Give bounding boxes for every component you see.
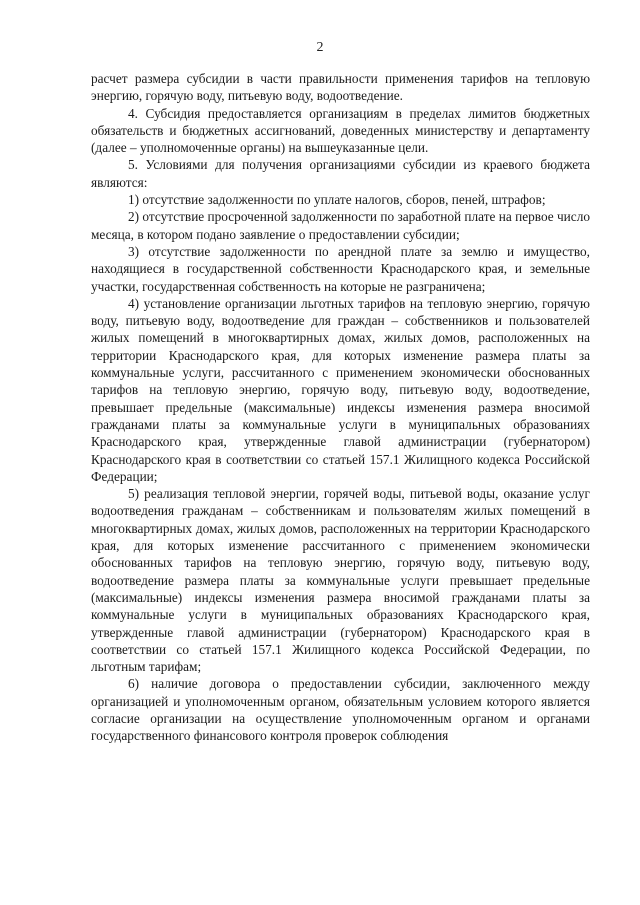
condition-6: 6) наличие договора о предоставлении субсидии, заключенного между организацией и уполномоченным органом, обязательным условием которого является согласие организации на осуществление уполномоченным органом и органами государственного финансового контроля проверок соблюдения: [91, 676, 590, 744]
condition-4: 4) установление организации льготных тарифов на тепловую энергию, горячую воду, питьевую воду, водоотведение для граждан – собственников и пользователей жилых помещений в многоквартирных домах, жилых домов, расположенных на территории Краснодарского края, для которых изменение размера платы за коммунальные услуги, рассчитанного с применением экономически обоснованных тарифов на тепловую энергию, горячую воду, питьевую воду, водоотведение, превышает предельные (максимальные) индексы изменения размера вносимой гражданами платы за коммунальные услуги в муниципальных образованиях Краснодарского края, утвержденные главой администрации (губернатором) Краснодарского края в соответствии со статьей 157.1 Жилищного кодекса Российской Федерации;: [91, 295, 590, 484]
page-number: 2: [316, 40, 324, 55]
document-body: [91, 70, 590, 745]
condition-1: 1) отсутствие задолженности по уплате налогов, сборов, пеней, штрафов;: [128, 192, 546, 208]
condition-5: 5) реализация тепловой энергии, горячей воды, питьевой воды, оказание услуг водоотведения гражданам – собственникам и пользователям жилых помещений в многоквартирных домах, жилых домов, расположенных на территории Краснодарского края, для которых изменение рассчитанного с применением экономически обоснованных тарифов на тепловую энергию, горячую воду, питьевую воду, водоотведение размера платы за коммунальные услуги превышает предельные (максимальные) индексы изменения размера вносимой гражданами платы за коммунальные услуги в муниципальных образованиях Краснодарского края, утвержденные главой администрации (губернатором) Краснодарского края в соответствии со статьей 157.1 Жилищного кодекса Российской Федерации, по льготным тарифам;: [91, 486, 590, 675]
paragraph-item-5: 5. Условиями для получения организациями субсидии из краевого бюджета являются:: [91, 157, 590, 190]
paragraph-continuation: расчет размера субсидии в части правильности применения тарифов на тепловую энергию, горячую воду, питьевую воду, водоотведение.: [91, 71, 590, 104]
paragraph-item-4: 4. Субсидия предоставляется организациям в пределах лимитов бюджетных обязательств и бюджетных ассигнований, доведенных министерству и департаменту (далее – уполномоченные органы) на вышеуказанные цели.: [91, 105, 590, 156]
condition-2: 2) отсутствие просроченной задолженности по заработной плате на первое число месяца, в котором подано заявление о предоставлении субсидии;: [91, 209, 590, 242]
condition-3: 3) отсутствие задолженности по арендной плате за землю и имущество, находящиеся в государственной собственности Краснодарского края, и земельные участки, государственная собственность на которые не разграничена;: [91, 243, 590, 294]
